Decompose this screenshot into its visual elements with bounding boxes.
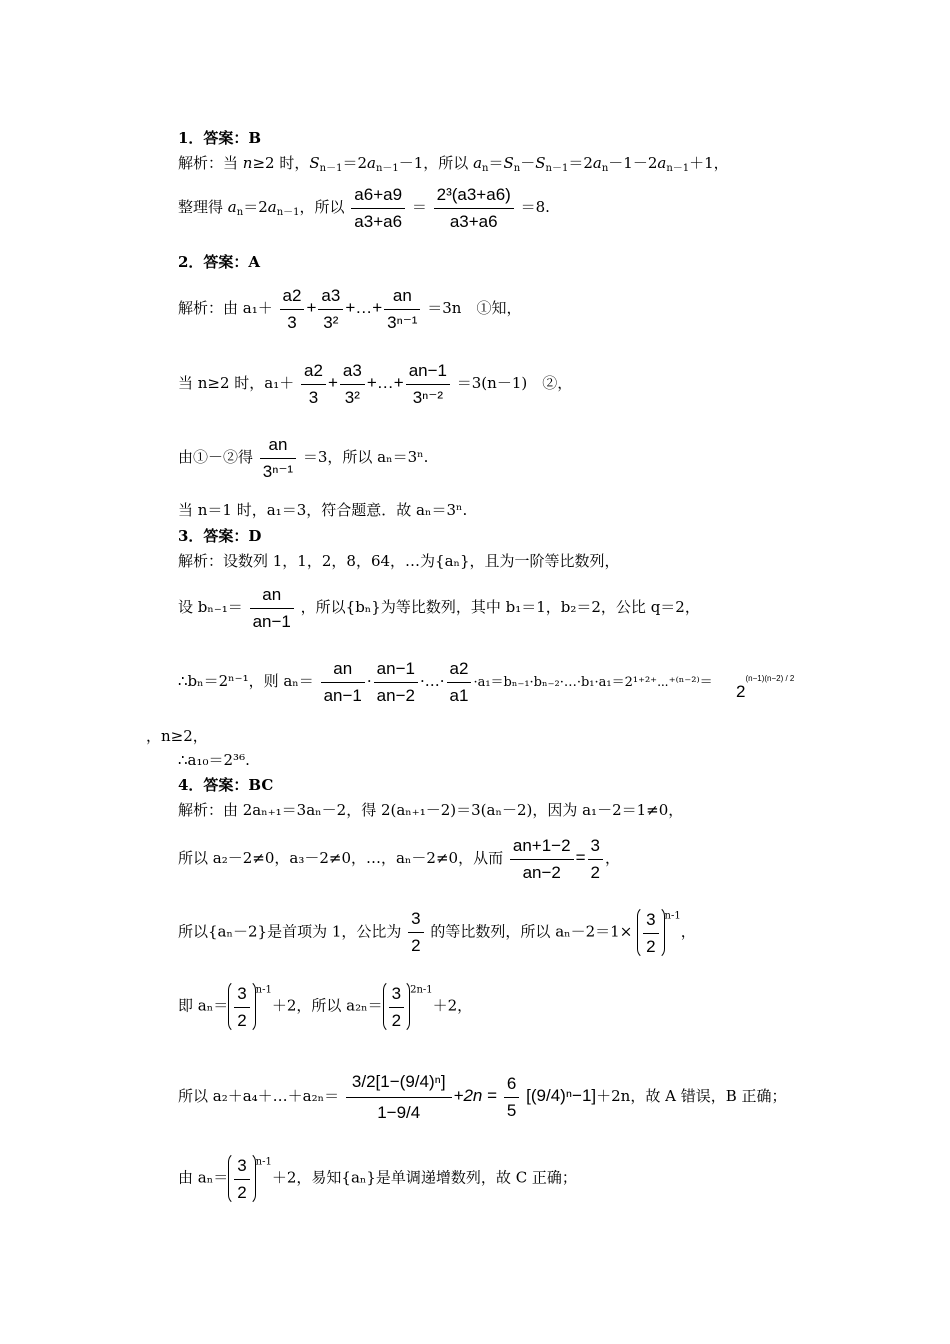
q2-l2-frac-2: $\frac{a3}{\text{3²}}$ — [340, 360, 365, 409]
q4-line5: 所以 a₂＋a₄＋…＋a₂ₙ＝ $\frac{\text{3/2[1−(9/4)ⁿ]}}{1-9/4}$ +2n = $\frac{6}{5}$ [(9/4)ⁿ−1]＋2n，故 A 错误，B 正确； — [178, 1058, 787, 1134]
q3-line2: 设 bₙ₋₁＝ $\frac{an}{an-1}$ ，所以{bₙ}为等比数列，其中 b₁＝1，b₂＝2，公比 q＝2， — [178, 584, 700, 631]
q4-answer: 4．答案：BC — [178, 776, 274, 794]
q1-fraction-2: $\frac{\text{2³(a3+a6)}}{a3+a6}$ — [434, 184, 514, 233]
q4-line1: 解析：由 2aₙ₊₁＝3aₙ－2，得 2(aₙ₊₁－2)＝3(aₙ－2)，因为 a₁－2＝1≠0， — [178, 801, 684, 819]
q2-line2: 当 n≥2 时，a₁＋ $\frac{a2}{3}$ + $\frac{a3}{\text{3²}}$ +…+ $\frac{an-1}{\text{3ⁿ⁻²}}$ ＝3(n－1) ②， — [178, 360, 573, 407]
q3-l3-frac-2: $\frac{an-1}{an-2}$ — [374, 658, 418, 707]
q4-l3-frac: $\frac{3}{2}$ — [408, 908, 423, 957]
q3-line1: 解析：设数列 1，1，2，8，64，…为{aₙ}，且为一阶等比数列， — [178, 552, 620, 570]
q2-l2-frac-3: $\frac{an-1}{\text{3ⁿ⁻²}}$ — [406, 360, 450, 409]
q2-line1: 解析：由 a₁＋ $\frac{a2}{3}$ + $\frac{a3}{\text{3²}}$ +…+ $\frac{an}{\text{3ⁿ⁻¹}}$ ＝3n ①知， — [178, 285, 522, 332]
q4-l5-frac: $\frac{6}{5}$ — [504, 1073, 519, 1122]
q2-l1-frac-1: $\frac{a2}{3}$ — [280, 285, 305, 334]
q1-answer: 1．答案：B — [178, 129, 262, 147]
q4-l4-paren-2: $\frac{3}{2}$ — [383, 980, 410, 1033]
q2-l1-frac-3: $\frac{an}{\text{3ⁿ⁻¹}}$ — [384, 285, 420, 334]
q3-line4: ，n≥2， — [146, 727, 208, 745]
q2-l3-frac: $\frac{an}{\text{3ⁿ⁻¹}}$ — [260, 434, 296, 483]
q2-l1-frac-2: $\frac{a3}{\text{3²}}$ — [318, 285, 343, 334]
q4-line4: 即 aₙ＝ $\frac{3}{2}$ $^{n-1}$＋2，所以 a₂ₙ＝ $\frac{3}{2}$ $^{2n-1}$＋2， — [178, 980, 472, 1033]
q4-l3-paren: $\frac{3}{2}$ — [637, 906, 664, 959]
q1-fraction-1: $\frac{a6+a9}{a3+a6}$ — [351, 184, 405, 233]
q3-line5: ∴a₁₀＝2³⁶. — [178, 751, 250, 769]
q4-l2-frac-2: $\frac{3}{2}$ — [588, 835, 603, 884]
q3-l3-frac-3: $\frac{a2}{a1}$ — [447, 658, 472, 707]
q1-line1: 解析：当 n≥2 时，$S_{n-1}=2a_{n-1}-1$，所以 $a_n=S_n-S_{n-1}=2a_n-1-2a_{n-1}+1$， — [178, 154, 729, 174]
q4-l2-frac-1: $\frac{an+1-2}{an-2}$ — [510, 835, 574, 884]
q1-line2: 整理得 $a_n=2a_{n-1}$，所以 $\frac{a6+a9}{a3+a6}$ ＝ $\frac{\text{2³(a3+a6)}}{a3+a6}$ ＝8. — [178, 184, 550, 231]
q4-line2: 所以 a₂－2≠0，a₃－2≠0，…，aₙ－2≠0，从而 $\frac{an+1-2}{an-2}$ = $\frac{3}{2}$ ， — [178, 835, 620, 882]
q2-line3: 由①－②得 $\frac{an}{\text{3ⁿ⁻¹}}$ ＝3，所以 aₙ＝3ⁿ. — [178, 434, 429, 481]
q2-line4: 当 n＝1 时，a₁＝3，符合题意．故 aₙ＝3ⁿ. — [178, 501, 468, 519]
q2-l2-frac-1: $\frac{a2}{3}$ — [301, 360, 326, 409]
q2-answer: 2．答案：A — [178, 253, 261, 271]
q4-l5-big-frac: $\frac{\text{3/2[1−(9/4)ⁿ]}}{1-9/4}$ — [346, 1067, 452, 1128]
q4-l4-paren-1: $\frac{3}{2}$ — [228, 980, 255, 1033]
q4-line6: 由 aₙ＝ $\frac{3}{2}$ $^{n-1}$＋2，易知{aₙ}是单调递增数列，故 C 正确； — [178, 1152, 577, 1205]
q4-l6-paren: $\frac{3}{2}$ — [228, 1152, 255, 1205]
q3-answer: 3．答案：D — [178, 527, 262, 545]
q3-power: 2(n−1)(n−2) / 2 — [736, 674, 795, 701]
q3-l3-frac-1: $\frac{an}{an-1}$ — [321, 658, 365, 707]
q3-line3: ∴bₙ＝2ⁿ⁻¹，则 aₙ＝ $\frac{an}{an-1}$ · $\frac{an-1}{an-2}$ ·…· $\frac{a2}{a1}$ ·a₁＝bₙ₋₁·bₙ₋₂·…·b₁·a₁＝2¹⁺²⁺⋯⁺⁽ⁿ⁻²⁾＝ — [178, 658, 713, 705]
q4-line3: 所以{aₙ－2}是首项为 1，公比为 $\frac{3}{2}$ 的等比数列，所以 aₙ－2＝1× $\frac{3}{2}$ $^{n-1}$， — [178, 906, 696, 959]
q3-l2-frac: $\frac{an}{an-1}$ — [250, 584, 294, 633]
